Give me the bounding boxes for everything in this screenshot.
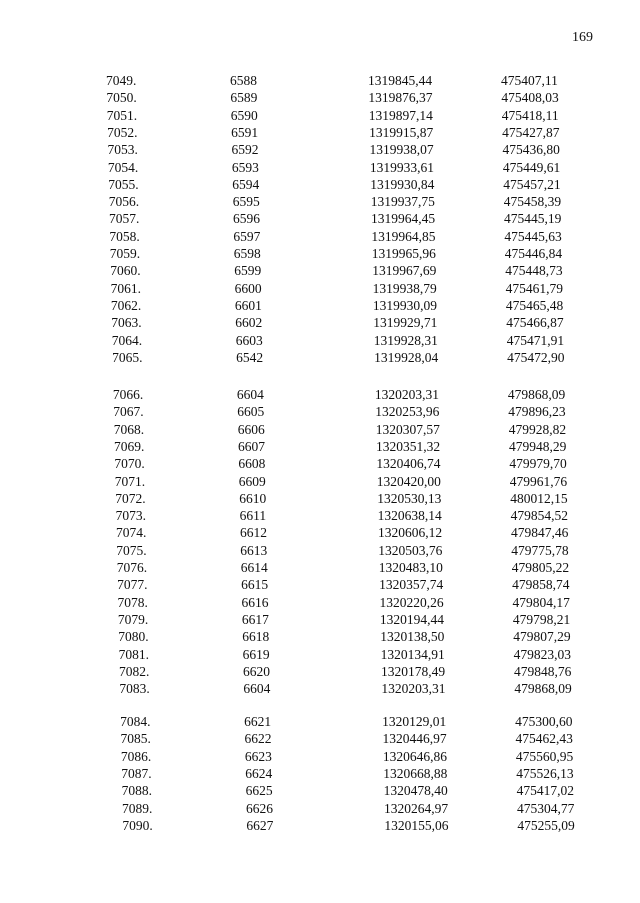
table-row xyxy=(107,107,640,125)
table-row xyxy=(113,403,640,421)
y-coordinate: 479848,76 xyxy=(514,663,572,679)
y-coordinate: 479961,76 xyxy=(509,473,568,489)
x-coordinate: 1320138,50 xyxy=(380,629,445,645)
row-index: 7089. xyxy=(122,800,153,816)
y-coordinate: 479805,22 xyxy=(511,560,570,575)
row-index: 7078. xyxy=(117,594,148,610)
y-coordinate: 475448,73 xyxy=(505,263,563,279)
y-coordinate: 479896,23 xyxy=(508,404,566,420)
table-row xyxy=(115,473,640,491)
y-coordinate: 475255,09 xyxy=(517,817,575,833)
row-index: 7074. xyxy=(116,525,147,541)
point-number: 6608 xyxy=(238,456,266,472)
table-row xyxy=(116,507,640,525)
row-index: 7072. xyxy=(115,490,146,506)
y-coordinate: 475471,91 xyxy=(506,332,565,348)
table-row xyxy=(116,542,640,560)
table-row xyxy=(106,72,640,90)
point-number: 6613 xyxy=(240,542,268,558)
row-index: 7057. xyxy=(109,211,140,227)
point-number: 6604 xyxy=(236,387,264,402)
row-index: 7084. xyxy=(120,714,151,729)
point-number: 6617 xyxy=(241,611,269,627)
x-coordinate: 1319938,79 xyxy=(372,280,437,296)
y-coordinate: 475466,87 xyxy=(506,315,564,331)
point-number: 6600 xyxy=(234,280,262,296)
row-index: 7050. xyxy=(106,90,137,106)
row-index: 7070. xyxy=(114,456,145,472)
x-coordinate: 1319915,87 xyxy=(369,124,434,140)
point-number: 6542 xyxy=(236,349,264,365)
row-index: 7062. xyxy=(110,297,142,313)
row-index: 7051. xyxy=(106,107,138,123)
table-row xyxy=(121,730,640,748)
x-coordinate: 1320203,31 xyxy=(381,681,446,697)
page-number: 169 xyxy=(572,30,593,45)
x-coordinate: 1319897,14 xyxy=(368,107,433,123)
row-index: 7083. xyxy=(119,681,150,697)
row-index: 7082. xyxy=(119,663,150,679)
y-coordinate: 475417,02 xyxy=(516,783,574,799)
x-coordinate: 1320420,00 xyxy=(376,473,441,489)
x-coordinate: 1319930,84 xyxy=(370,176,435,192)
y-coordinate: 475427,87 xyxy=(502,124,560,140)
row-index: 7068. xyxy=(113,421,145,437)
row-index: 7087. xyxy=(121,765,152,781)
point-number: 6607 xyxy=(238,438,265,454)
y-coordinate: 475462,43 xyxy=(515,731,573,747)
x-coordinate: 1320155,06 xyxy=(384,817,449,833)
row-index: 7077. xyxy=(117,577,148,593)
x-coordinate: 1320194,44 xyxy=(379,611,445,627)
table-row xyxy=(122,782,640,800)
table-row xyxy=(122,817,640,835)
x-coordinate: 1320478,40 xyxy=(383,783,448,799)
row-index: 7060. xyxy=(110,263,141,279)
x-coordinate: 1319929,71 xyxy=(373,315,438,331)
y-coordinate: 479798,21 xyxy=(512,611,571,627)
y-coordinate: 475461,79 xyxy=(505,280,563,296)
row-index: 7073. xyxy=(115,508,146,524)
table-row xyxy=(119,646,640,664)
row-index: 7086. xyxy=(120,748,152,764)
y-coordinate: 475449,61 xyxy=(502,159,561,175)
y-coordinate: 479948,29 xyxy=(509,438,567,454)
y-coordinate: 475465,48 xyxy=(505,297,564,313)
y-coordinate: 480012,15 xyxy=(510,490,568,506)
point-number: 6625 xyxy=(245,783,273,799)
row-index: 7080. xyxy=(118,629,149,645)
x-coordinate: 1320503,76 xyxy=(378,542,443,558)
y-coordinate: 475445,19 xyxy=(504,211,562,227)
table-row xyxy=(109,228,640,246)
table-row xyxy=(108,159,640,177)
x-coordinate: 1319845,44 xyxy=(368,73,433,88)
table-row xyxy=(121,765,640,783)
y-coordinate: 479823,03 xyxy=(513,646,571,662)
point-number: 6609 xyxy=(238,473,266,489)
row-index: 7081. xyxy=(118,646,149,662)
table-row xyxy=(119,680,640,698)
x-coordinate: 1320530,13 xyxy=(377,490,442,506)
point-number: 6611 xyxy=(239,508,267,524)
table-row xyxy=(106,89,640,107)
row-index: 7069. xyxy=(114,438,145,454)
x-coordinate: 1319933,61 xyxy=(369,159,435,175)
y-coordinate: 475445,63 xyxy=(504,228,562,244)
point-number: 6596 xyxy=(233,211,260,227)
table-row xyxy=(116,524,640,542)
table-row xyxy=(114,421,640,439)
x-coordinate: 1320668,88 xyxy=(383,765,448,781)
point-number: 6598 xyxy=(233,246,261,261)
row-index: 7049. xyxy=(106,73,137,88)
row-index: 7090. xyxy=(122,817,153,833)
point-number: 6591 xyxy=(231,124,259,140)
row-index: 7079. xyxy=(117,611,149,627)
x-coordinate: 1320446,97 xyxy=(382,731,447,747)
point-number: 6602 xyxy=(235,315,263,331)
y-coordinate: 475446,84 xyxy=(504,246,563,261)
x-coordinate: 1320406,74 xyxy=(376,456,441,472)
table-row xyxy=(112,332,640,350)
table-row xyxy=(120,713,640,731)
y-coordinate: 479847,46 xyxy=(511,525,569,541)
table-row xyxy=(111,314,640,332)
y-coordinate: 475457,21 xyxy=(503,176,561,192)
y-coordinate: 479928,82 xyxy=(508,421,567,437)
point-number: 6614 xyxy=(240,560,268,575)
point-number: 6605 xyxy=(237,404,265,420)
point-number: 6588 xyxy=(230,73,257,88)
table-row xyxy=(114,438,640,456)
x-coordinate: 1320203,31 xyxy=(374,387,440,402)
point-number: 6619 xyxy=(242,646,270,662)
table-row xyxy=(118,611,640,629)
y-coordinate: 475526,13 xyxy=(516,765,574,781)
row-index: 7065. xyxy=(112,349,143,365)
row-index: 7055. xyxy=(108,176,139,192)
row-index: 7063. xyxy=(111,315,142,331)
point-number: 6603 xyxy=(235,332,263,348)
row-index: 7076. xyxy=(116,560,148,575)
point-number: 6594 xyxy=(232,176,260,192)
x-coordinate: 1319967,69 xyxy=(372,263,437,279)
point-number: 6622 xyxy=(244,731,272,747)
x-coordinate: 1320483,10 xyxy=(378,560,443,575)
row-index: 7085. xyxy=(120,731,151,747)
table-row xyxy=(122,800,640,818)
x-coordinate: 1320129,01 xyxy=(382,714,447,729)
point-number: 6612 xyxy=(240,525,267,541)
x-coordinate: 1320264,97 xyxy=(384,800,449,816)
table-row xyxy=(112,349,640,367)
y-coordinate: 475304,77 xyxy=(517,800,575,816)
table-row xyxy=(118,628,640,646)
y-coordinate: 479804,17 xyxy=(512,594,570,610)
table-row xyxy=(117,559,640,577)
table-row xyxy=(119,663,640,681)
x-coordinate: 1320307,57 xyxy=(375,421,440,437)
row-index: 7064. xyxy=(111,332,143,348)
y-coordinate: 475560,95 xyxy=(515,748,574,764)
y-coordinate: 475458,39 xyxy=(503,194,562,210)
point-number: 6624 xyxy=(245,765,273,781)
table-row xyxy=(109,210,640,228)
table-row xyxy=(118,594,640,612)
row-index: 7088. xyxy=(121,783,152,799)
y-coordinate: 479868,09 xyxy=(507,387,566,402)
table-row xyxy=(108,176,640,194)
x-coordinate: 1319964,85 xyxy=(371,228,436,244)
point-number: 6592 xyxy=(231,142,259,158)
row-index: 7066. xyxy=(112,387,144,402)
y-coordinate: 475407,11 xyxy=(501,73,558,88)
y-coordinate: 475472,90 xyxy=(507,349,565,365)
table-row xyxy=(110,262,640,280)
x-coordinate: 1320253,96 xyxy=(375,404,440,420)
point-number: 6626 xyxy=(246,800,273,816)
point-number: 6593 xyxy=(231,159,259,175)
x-coordinate: 1319964,45 xyxy=(371,211,436,227)
point-number: 6595 xyxy=(232,194,260,210)
x-coordinate: 1319937,75 xyxy=(370,194,435,210)
point-number: 6627 xyxy=(246,817,274,833)
table-row xyxy=(111,297,640,315)
x-coordinate: 1320134,91 xyxy=(380,646,445,662)
x-coordinate: 1320357,74 xyxy=(379,577,444,593)
x-coordinate: 1320638,14 xyxy=(377,508,442,524)
point-number: 6616 xyxy=(241,594,269,610)
x-coordinate: 1320178,49 xyxy=(381,663,446,679)
row-index: 7059. xyxy=(109,246,141,261)
x-coordinate: 1319938,07 xyxy=(369,142,434,158)
point-number: 6615 xyxy=(241,577,269,593)
table-row xyxy=(115,490,640,508)
x-coordinate: 1320351,32 xyxy=(376,438,441,454)
y-coordinate: 479858,74 xyxy=(512,577,570,593)
row-index: 7071. xyxy=(114,473,146,489)
x-coordinate: 1320646,86 xyxy=(382,748,448,764)
x-coordinate: 1319876,37 xyxy=(368,90,433,106)
x-coordinate: 1320606,12 xyxy=(378,525,443,541)
y-coordinate: 479775,78 xyxy=(511,542,569,558)
table-row xyxy=(117,576,640,594)
table-row xyxy=(108,141,640,159)
x-coordinate: 1319928,31 xyxy=(373,332,438,348)
y-coordinate: 475300,60 xyxy=(515,714,573,729)
row-index: 7052. xyxy=(107,124,138,140)
point-number: 6589 xyxy=(230,90,258,106)
x-coordinate: 1319965,96 xyxy=(371,246,436,261)
table-row xyxy=(121,748,640,766)
x-coordinate: 1319930,09 xyxy=(372,297,438,313)
y-coordinate: 475408,03 xyxy=(501,90,559,106)
row-index: 7058. xyxy=(109,228,140,244)
y-coordinate: 479854,52 xyxy=(510,508,568,524)
point-number: 6597 xyxy=(233,228,261,244)
point-number: 6599 xyxy=(234,263,262,279)
y-coordinate: 479979,70 xyxy=(509,456,567,472)
row-index: 7053. xyxy=(107,142,138,158)
row-index: 7056. xyxy=(108,194,140,210)
point-number: 6601 xyxy=(234,297,262,313)
y-coordinate: 475418,11 xyxy=(501,107,559,123)
table-row xyxy=(114,455,640,473)
point-number: 6590 xyxy=(230,107,258,123)
point-number: 6606 xyxy=(237,421,265,437)
row-index: 7067. xyxy=(113,404,144,420)
point-number: 6621 xyxy=(244,714,272,729)
table-row xyxy=(110,245,640,263)
y-coordinate: 475436,80 xyxy=(502,142,560,158)
point-number: 6618 xyxy=(242,629,270,645)
point-number: 6623 xyxy=(244,748,272,764)
point-number: 6620 xyxy=(243,663,270,679)
table-row xyxy=(113,386,640,404)
row-index: 7075. xyxy=(116,542,147,558)
point-number: 6604 xyxy=(243,681,271,697)
y-coordinate: 479868,09 xyxy=(514,681,572,697)
x-coordinate: 1319928,04 xyxy=(374,349,439,365)
x-coordinate: 1320220,26 xyxy=(379,594,444,610)
table-row xyxy=(107,124,640,142)
y-coordinate: 479807,29 xyxy=(513,629,571,645)
row-index: 7061. xyxy=(110,280,141,296)
row-index: 7054. xyxy=(107,159,139,175)
table-row xyxy=(111,280,640,298)
point-number: 6610 xyxy=(239,490,267,506)
table-row xyxy=(109,193,640,211)
